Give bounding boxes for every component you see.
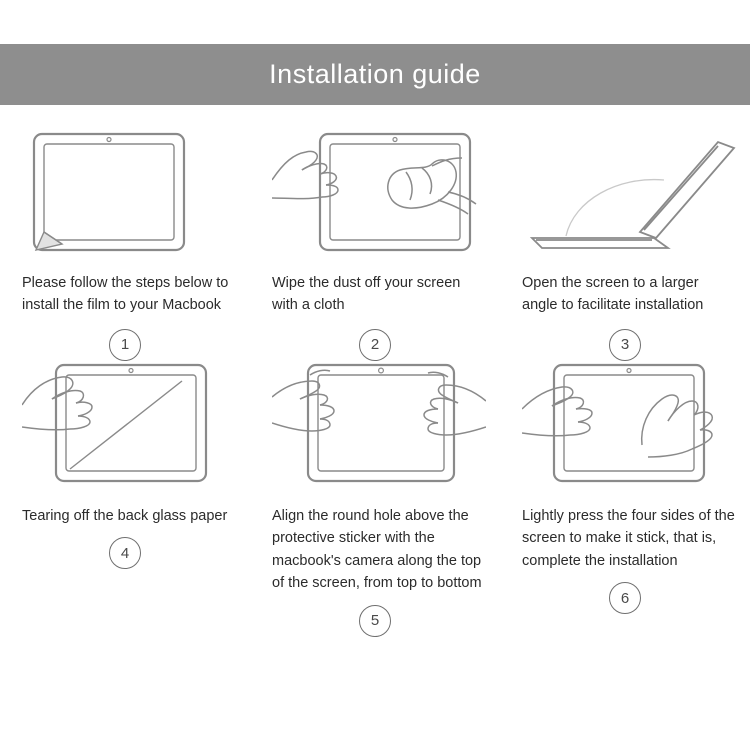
step-4-number-wrap [18,537,232,569]
step-1-number-wrap [18,329,232,361]
step-5-caption: Align the round hole above the protective sticker with the macbook's camera along the top of the screen, from top to bottom [272,507,482,592]
step-card-5 [250,361,500,637]
step-number-badge: 5 [359,605,391,637]
step-5-illustration [272,361,486,491]
step-2-number-wrap [268,329,482,361]
step-3-caption: Open the screen to a larger angle to facilitate installation [522,275,704,314]
step-2-caption: Wipe the dust off your screen with a cloth [272,275,461,314]
step-number-badge: 4 [109,537,141,569]
step-1-illustration [22,128,236,258]
page-header [0,44,750,105]
step-number-badge: 3 [609,329,641,361]
step-card-3 [500,128,750,361]
step-2-illustration [272,128,486,258]
step-6-number-wrap [518,582,732,614]
steps-grid [0,128,750,637]
step-card-2 [250,128,500,361]
step-card-4 [0,361,250,637]
step-number-badge: 6 [609,582,641,614]
step-6-illustration [522,361,736,491]
step-3-number-wrap [518,329,732,361]
step-card-6 [500,361,750,637]
step-card-1 [0,128,250,361]
step-6-caption: Lightly press the four sides of the screen to make it stick, that is, complete the installation [522,507,735,569]
step-number-badge: 1 [109,329,141,361]
step-4-illustration [22,361,236,491]
page-title: Installation guide [269,59,481,89]
step-5-number-wrap [268,605,482,637]
step-1-caption: Please follow the steps below to install the film to your Macbook [22,275,229,314]
step-4-caption: Tearing off the back glass paper [22,507,228,524]
step-number-badge: 2 [359,329,391,361]
step-3-illustration [522,128,736,258]
